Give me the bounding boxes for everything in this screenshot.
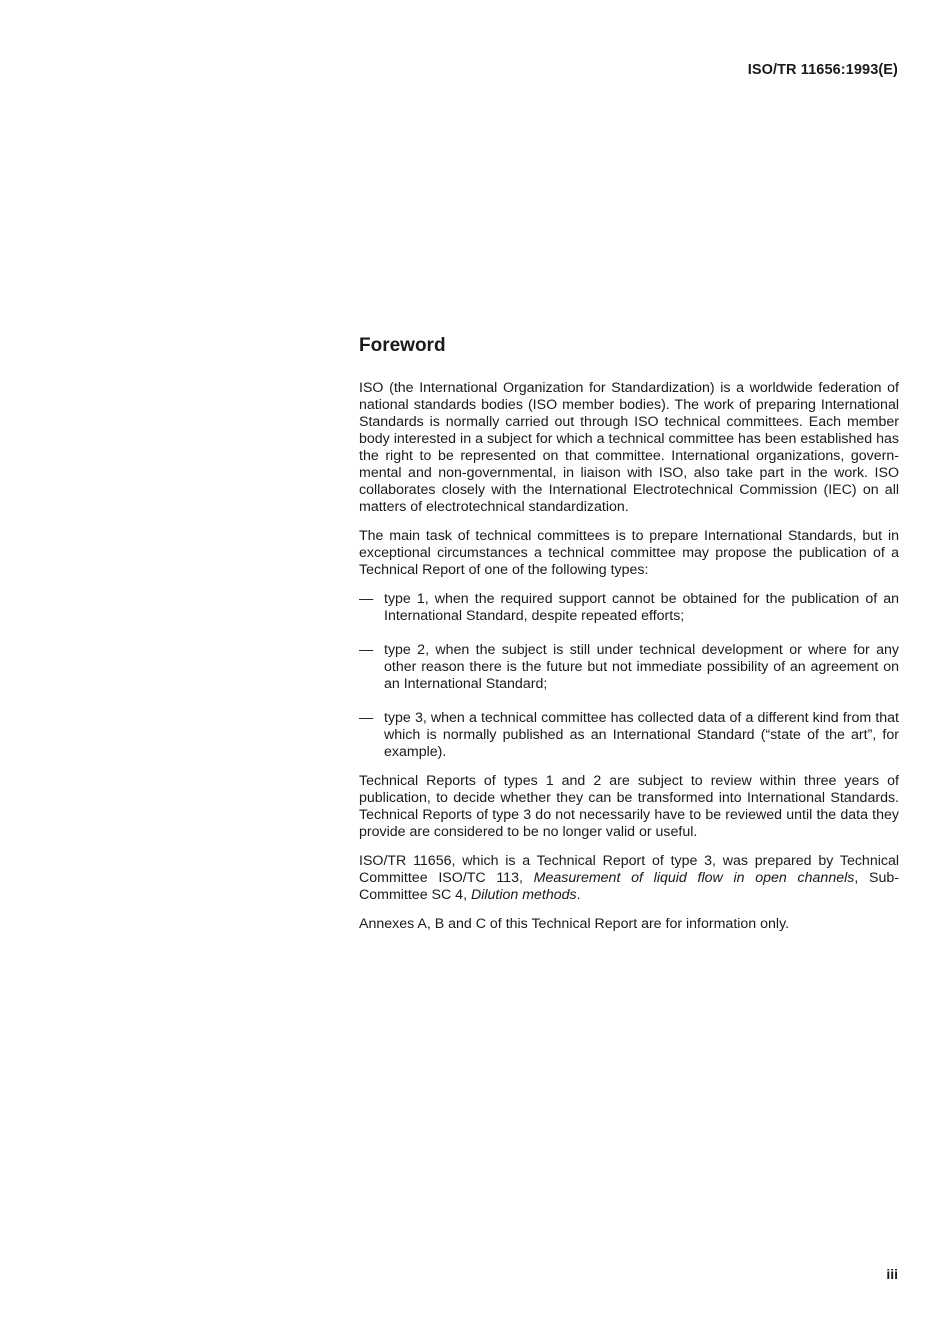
foreword-paragraph-3: Technical Reports of types 1 and 2 are subject to review within three years of publication, to decide whether they can be transformed into International Standards. Technical Reports of type 3 do not necessarily have to be reviewed until the data they provide are considered to be no longer valid or useful. <box>359 773 899 840</box>
page-number: iii <box>886 1266 898 1282</box>
para4-text-1: ISO/TR 11656, which is a Technical Report of type 3, was prepared by Technical Committee ISO/TC 113, <box>359 853 899 886</box>
list-item-text: type 2, when the subject is still under technical development or where for any other reason there is the future but not immediate possibility of an agreement on an International Standard; <box>384 642 899 692</box>
list-item-text: type 1, when the required support cannot be obtained for the publication of an International Standard, despite repeated efforts; <box>384 591 899 624</box>
para4-text-3: . <box>576 887 581 903</box>
foreword-paragraph-4 <box>359 853 899 904</box>
document-id-header: ISO/TR 11656:1993(E) <box>747 62 898 78</box>
list-dash: — <box>359 642 374 658</box>
list-dash: — <box>359 591 374 607</box>
foreword-paragraph-5: Annexes A, B and C of this Technical Report are for information only. <box>359 916 790 932</box>
list-item-text: type 3, when a technical committee has collected data of a different kind from that which is normally published as an International Standard (“state of the art”, for example). <box>384 710 899 760</box>
foreword-title: Foreword <box>359 335 446 356</box>
list-item <box>359 591 899 625</box>
foreword-paragraph-2: The main task of technical committees is to prepare International Standards, but in exceptional circumstances a technical committee may propose the publication of a Technical Report of one of the following types: <box>359 528 899 578</box>
foreword-paragraph-1: ISO (the International Organization for Standardization) is a worldwide federation of national standards bodies (ISO member bodies). The work of preparing International Standards is normally carried out through ISO technical committees. Each member body interested in a subject for which a technical committee has been established has the right to be represented on that committee. International organizations, governmental and non-governmental, in liaison with ISO, also take part in the work. ISO collaborates closely with the International Electrotechnical Commission (IEC) on all matters of electrotechnical standardization. <box>359 380 899 515</box>
para4-text-2: , Sub-Committee SC 4, <box>359 870 899 903</box>
para4-italic-title: Measurement of liquid flow in open channels <box>533 870 855 886</box>
list-item <box>359 710 899 761</box>
list-item <box>359 642 899 693</box>
report-types-list <box>359 591 899 761</box>
list-dash: — <box>359 710 374 726</box>
para4-italic-subtitle: Dilution methods <box>470 887 577 903</box>
foreword-section <box>359 334 899 945</box>
